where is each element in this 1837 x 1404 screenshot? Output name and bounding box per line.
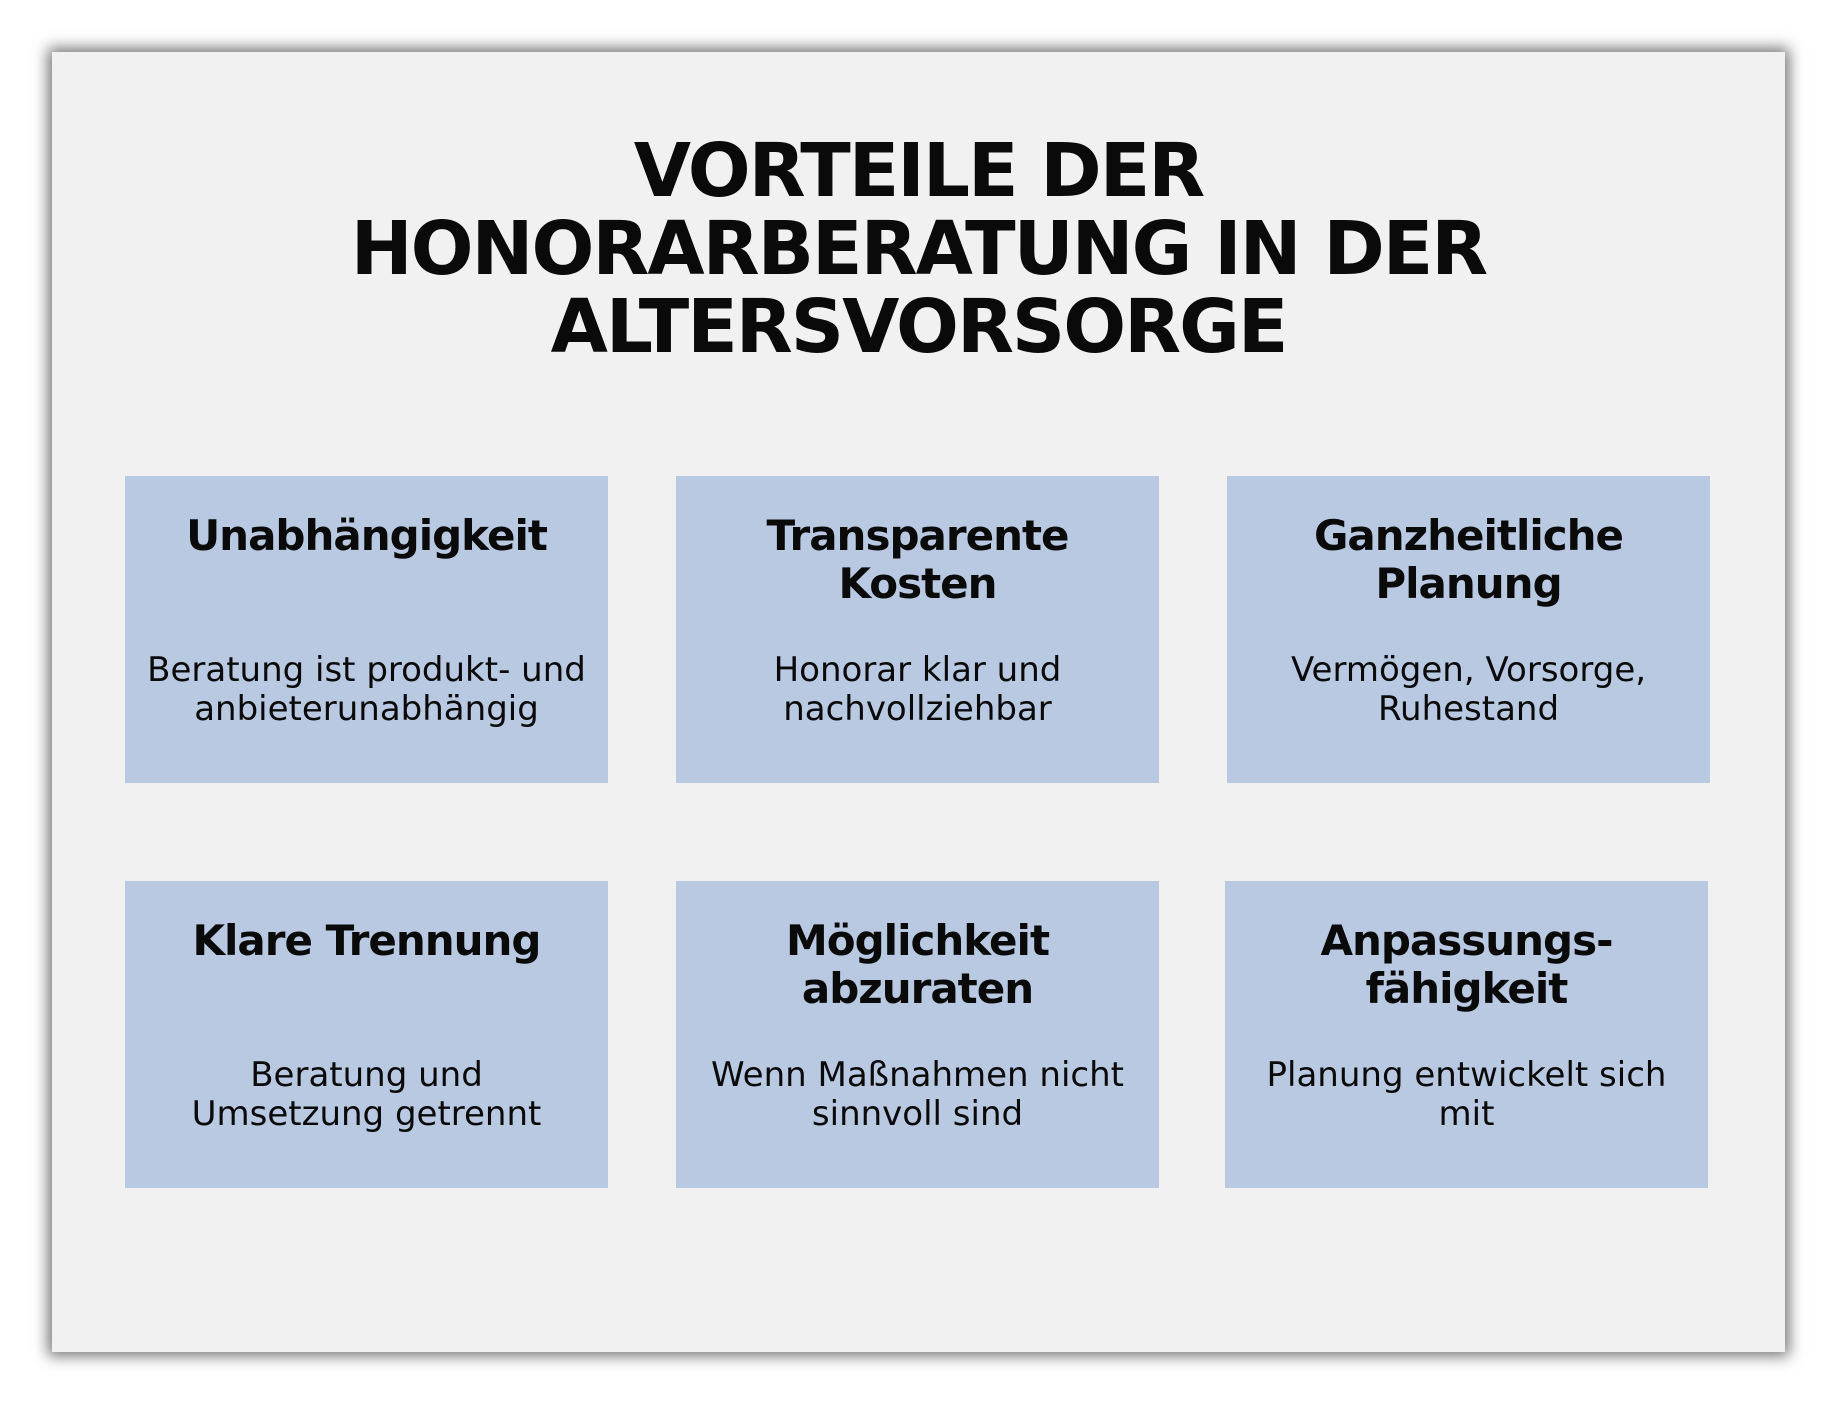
benefit-description <box>676 1056 1159 1134</box>
benefit-title-line: Planung <box>1375 559 1562 608</box>
infographic-card <box>52 52 1785 1352</box>
benefit-title-line: abzuraten <box>801 964 1034 1013</box>
benefit-description <box>1225 1056 1708 1134</box>
benefit-desc-line: Vermögen, Vorsorge, <box>1290 650 1647 690</box>
benefit-box-adaptability <box>1225 881 1708 1188</box>
title-line-3: ALTERSVORSORGE <box>550 284 1287 370</box>
benefit-desc-line: Beratung und <box>250 1055 483 1095</box>
benefit-title <box>125 917 608 965</box>
title-line-2: HONORARBERATUNG IN DER <box>350 206 1487 292</box>
benefit-description <box>125 651 608 729</box>
benefit-title <box>676 917 1159 1013</box>
benefit-desc-line: Planung entwickelt sich <box>1266 1055 1667 1095</box>
benefit-description <box>676 651 1159 729</box>
benefit-title-line: Kosten <box>838 559 997 608</box>
benefit-title-line: Klare Trennung <box>192 916 541 965</box>
benefit-box-holistic-planning <box>1227 476 1710 783</box>
benefit-box-transparent-costs <box>676 476 1159 783</box>
benefit-title <box>676 512 1159 608</box>
benefit-title <box>1225 917 1708 1013</box>
benefit-desc-line: mit <box>1438 1094 1495 1134</box>
page-title <box>52 128 1785 370</box>
benefit-desc-line: Wenn Maßnahmen nicht <box>711 1055 1124 1095</box>
benefit-box-advise-against <box>676 881 1159 1188</box>
benefit-title-line: Transparente <box>766 511 1069 560</box>
benefit-description <box>1227 651 1710 729</box>
benefit-title-line: Möglichkeit <box>785 916 1050 965</box>
benefit-title-line: fähigkeit <box>1365 964 1568 1013</box>
benefit-title-line: Unabhängigkeit <box>186 511 547 560</box>
benefit-title-line: Ganzheitliche <box>1313 511 1624 560</box>
benefit-title-line: Anpassungs- <box>1320 916 1613 965</box>
benefit-desc-line: sinnvoll sind <box>811 1094 1024 1134</box>
benefit-description <box>125 1056 608 1134</box>
benefit-desc-line: Honorar klar und <box>773 650 1062 690</box>
benefit-desc-line: Umsetzung getrennt <box>191 1094 542 1134</box>
benefit-desc-line: anbieterunabhängig <box>194 689 539 729</box>
benefit-box-clear-separation <box>125 881 608 1188</box>
title-line-1: VORTEILE DER <box>633 128 1204 214</box>
benefit-title <box>125 512 608 560</box>
benefit-desc-line: Ruhestand <box>1377 689 1560 729</box>
benefit-box-independence <box>125 476 608 783</box>
benefit-title <box>1227 512 1710 608</box>
benefit-desc-line: nachvollziehbar <box>783 689 1052 729</box>
benefit-desc-line: Beratung ist produkt- und <box>147 650 586 690</box>
